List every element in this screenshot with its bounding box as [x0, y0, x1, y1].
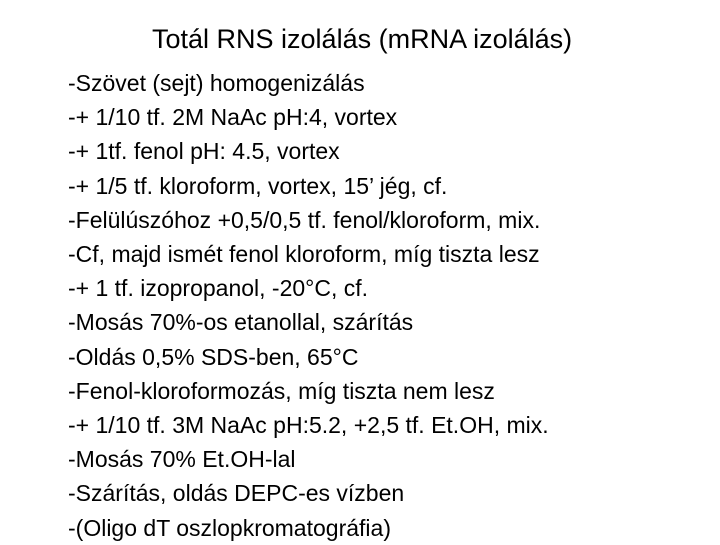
slide-title: Totál RNS izolálás (mRNA izolálás): [152, 24, 573, 54]
protocol-step: -Oldás 0,5% SDS-ben, 65°C: [68, 343, 359, 370]
protocol-step: -+ 1 tf. izopropanol, -20°C, cf.: [68, 275, 369, 302]
protocol-step: -Mosás 70%-os etanollal, szárítás: [68, 309, 414, 336]
protocol-step: -Felülúszóhoz +0,5/0,5 tf. fenol/kloroform, mix.: [68, 206, 541, 233]
protocol-step: -Szárítás, oldás DEPC-es vízben: [68, 480, 405, 507]
protocol-step-list: [68, 66, 549, 545]
protocol-step: -+ 1tf. fenol pH: 4.5, vortex: [68, 138, 340, 165]
protocol-step: -Cf, majd ismét fenol kloroform, míg tiszta lesz: [68, 241, 540, 268]
protocol-step: -(Oligo dT oszlopkromatográfia): [68, 514, 391, 541]
protocol-step: -Szövet (sejt) homogenizálás: [68, 70, 365, 96]
protocol-step: -+ 1/10 tf. 2M NaAc pH:4, vortex: [68, 104, 398, 131]
protocol-step: -+ 1/10 tf. 3M NaAc pH:5.2, +2,5 tf. Et.OH, mix.: [68, 412, 549, 439]
protocol-step: -+ 1/5 tf. kloroform, vortex, 15’ jég, cf.: [68, 172, 448, 199]
protocol-step: -Mosás 70% Et.OH-lal: [68, 446, 296, 473]
protocol-step: -Fenol-kloroformozás, míg tiszta nem lesz: [68, 377, 495, 404]
